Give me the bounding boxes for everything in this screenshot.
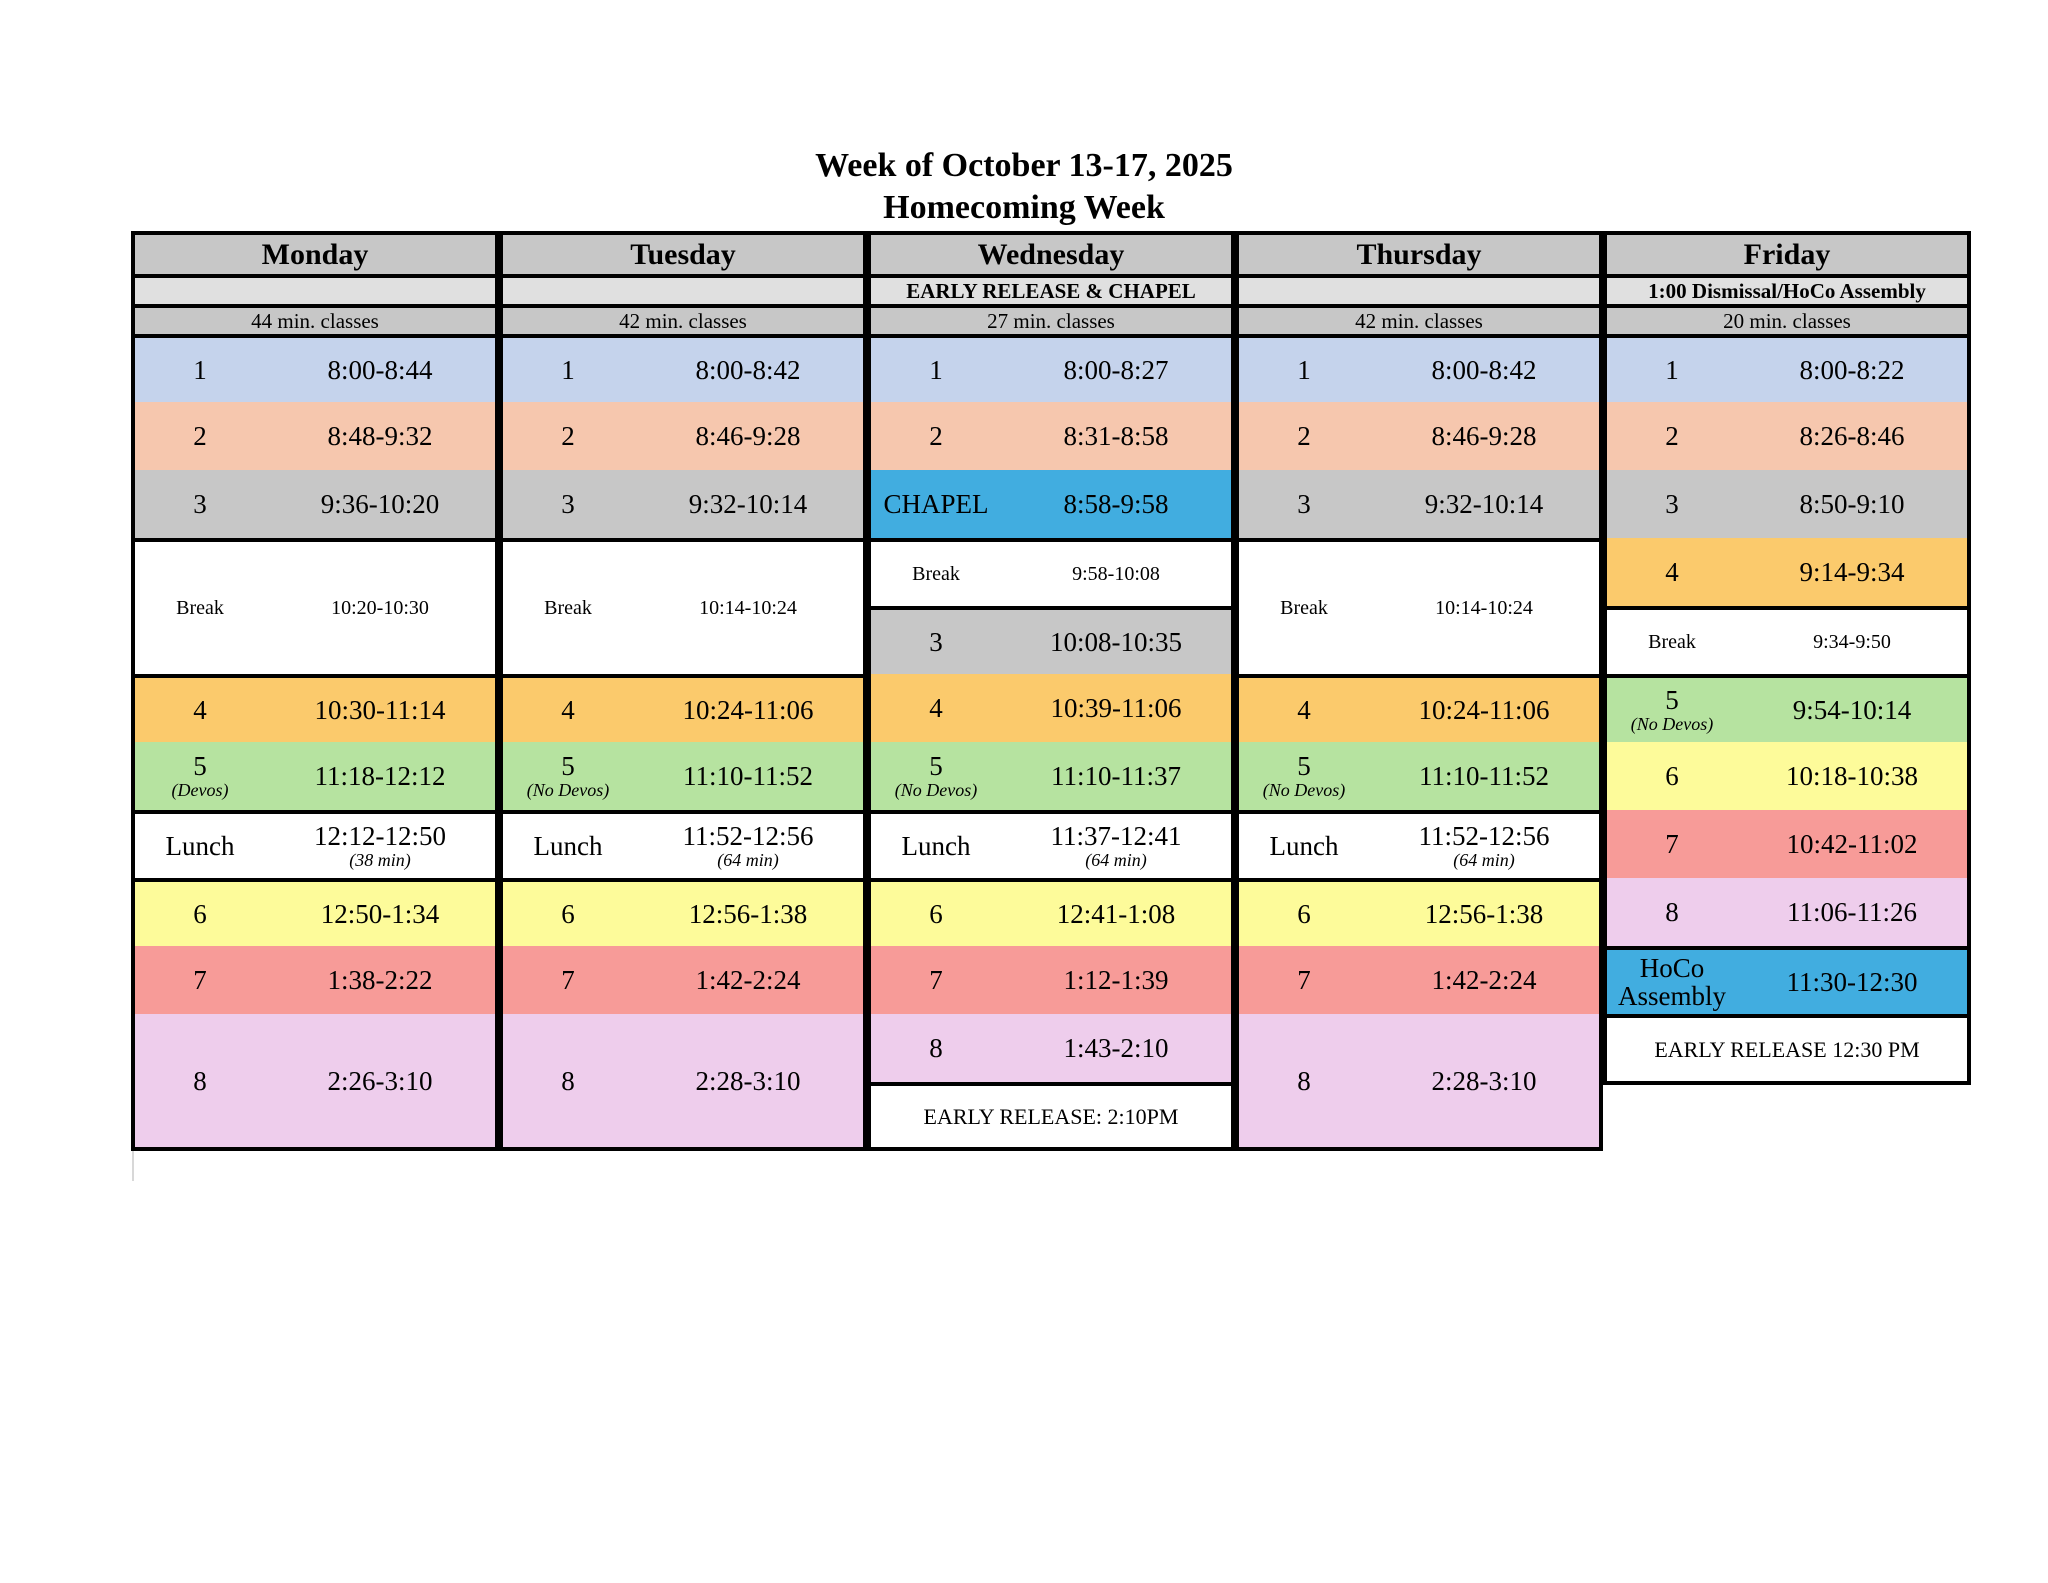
devos-note: (Devos) <box>171 780 229 800</box>
period-label: 8 <box>1665 897 1679 927</box>
period-time: 8:00-8:27 <box>1063 355 1169 385</box>
period-time: 2:26-3:10 <box>327 1065 433 1096</box>
day-note <box>1239 278 1599 308</box>
break-row <box>1239 538 1599 674</box>
period-time: 8:31-8:58 <box>1063 421 1169 451</box>
period-row <box>871 1014 1231 1082</box>
period-label: 2 <box>561 421 575 451</box>
period-time: 1:38-2:22 <box>327 965 433 995</box>
period-time: 10:24-11:06 <box>1418 695 1550 725</box>
period-row <box>135 1014 495 1147</box>
period-row <box>503 338 863 402</box>
lunch-duration: (64 min) <box>1085 850 1147 870</box>
period-row <box>503 470 863 538</box>
day-note: EARLY RELEASE & CHAPEL <box>871 278 1231 308</box>
period-label: 1 <box>193 355 207 385</box>
period-label: 8 <box>561 1065 575 1096</box>
lunch-row <box>503 810 863 878</box>
period-label: 1 <box>1665 355 1679 385</box>
period-row <box>1239 878 1599 946</box>
period-label: Break <box>1280 597 1328 619</box>
period-row <box>871 606 1231 674</box>
chapel-row <box>871 470 1231 538</box>
period-row <box>1607 402 1967 470</box>
break-row <box>1607 606 1967 674</box>
period-label: 4 <box>193 695 207 725</box>
period-time: 12:56-1:38 <box>688 899 808 929</box>
period-label: 7 <box>929 965 943 995</box>
period-number: 5 <box>193 751 207 781</box>
period-time: 8:50-9:10 <box>1799 489 1905 519</box>
period-time: 1:42-2:24 <box>1431 965 1537 995</box>
period-row <box>1239 470 1599 538</box>
period-time: 8:46-9:28 <box>695 421 801 451</box>
period-time: 9:36-10:20 <box>320 489 440 519</box>
period-label: Lunch <box>165 831 235 861</box>
period-row <box>1607 338 1967 402</box>
period-row <box>1607 538 1967 606</box>
period-row <box>871 742 1231 810</box>
period-row <box>871 402 1231 470</box>
period-label: 6 <box>1665 761 1679 791</box>
period-row <box>1239 742 1599 810</box>
period-label: 4 <box>561 695 575 725</box>
period-label <box>1239 742 1369 810</box>
period-label: Lunch <box>901 831 971 861</box>
period-label: 3 <box>1297 489 1311 519</box>
period-time: 11:18-12:12 <box>314 761 446 791</box>
period-time: 10:14-10:24 <box>699 597 797 619</box>
class-length: 20 min. classes <box>1607 308 1967 338</box>
day-header: Monday <box>135 235 495 278</box>
period-time: 9:58-10:08 <box>1072 563 1160 585</box>
period-time: 1:12-1:39 <box>1063 965 1169 995</box>
lunch-time: 11:52-12:56 <box>1418 821 1550 851</box>
lunch-duration: (38 min) <box>349 850 411 870</box>
period-label: Break <box>544 597 592 619</box>
period-time: 8:26-8:46 <box>1799 421 1905 451</box>
period-time <box>1001 814 1231 878</box>
period-time: 8:46-9:28 <box>1431 421 1537 451</box>
period-label: 4 <box>1297 695 1311 725</box>
early-release-row <box>871 1082 1231 1147</box>
period-label: 3 <box>1665 489 1679 519</box>
day-note <box>135 278 495 308</box>
period-time: 9:32-10:14 <box>1424 489 1544 519</box>
period-label: Break <box>176 597 224 619</box>
period-label: 6 <box>1297 899 1311 929</box>
period-label: 7 <box>561 965 575 995</box>
day-header: Tuesday <box>503 235 863 278</box>
period-time: 2:28-3:10 <box>1431 1065 1537 1096</box>
period-label: 6 <box>561 899 575 929</box>
period-number: 5 <box>1297 751 1311 781</box>
lunch-duration: (64 min) <box>717 850 779 870</box>
period-row <box>1239 674 1599 742</box>
period-label <box>503 742 633 810</box>
break-row <box>871 538 1231 606</box>
period-row <box>135 674 495 742</box>
day-column-thursday <box>1235 231 1603 1151</box>
period-label: 2 <box>193 421 207 451</box>
period-time: 8:48-9:32 <box>327 421 433 451</box>
period-label <box>1607 678 1737 742</box>
period-row <box>1607 878 1967 946</box>
period-time: 10:42-11:02 <box>1786 829 1918 859</box>
period-time: 12:41-1:08 <box>1056 899 1176 929</box>
period-time: 10:20-10:30 <box>331 597 429 619</box>
day-note: 1:00 Dismissal/HoCo Assembly <box>1607 278 1967 308</box>
period-time: 10:39-11:06 <box>1050 693 1182 723</box>
period-label: 8 <box>929 1033 943 1063</box>
period-label: Break <box>1648 631 1696 653</box>
devos-note: (No Devos) <box>526 780 610 800</box>
day-column-tuesday <box>499 231 867 1151</box>
period-time: 9:32-10:14 <box>688 489 808 519</box>
period-row <box>1239 946 1599 1014</box>
period-label: 4 <box>1665 557 1679 587</box>
period-label: 1 <box>929 355 943 385</box>
period-time: 10:24-11:06 <box>682 695 814 725</box>
period-label <box>1607 950 1737 1014</box>
period-time: 8:58-9:58 <box>1063 489 1169 519</box>
period-label <box>871 742 1001 810</box>
period-label: 1 <box>1297 355 1311 385</box>
lunch-time: 11:52-12:56 <box>682 821 814 851</box>
period-row <box>135 742 495 810</box>
period-row <box>503 1014 863 1147</box>
class-length: 27 min. classes <box>871 308 1231 338</box>
period-row <box>135 878 495 946</box>
day-column-wednesday <box>867 231 1235 1151</box>
period-label: 7 <box>1297 965 1311 995</box>
class-length: 42 min. classes <box>503 308 863 338</box>
period-row <box>135 470 495 538</box>
day-header: Thursday <box>1239 235 1599 278</box>
lunch-time: 12:12-12:50 <box>314 821 446 851</box>
period-row <box>135 338 495 402</box>
assembly-label-line1: HoCo <box>1639 953 1705 983</box>
lunch-row <box>135 810 495 878</box>
break-row <box>503 538 863 674</box>
devos-note: (No Devos) <box>1630 714 1714 734</box>
period-row <box>1607 470 1967 538</box>
period-time: 8:00-8:42 <box>1431 355 1537 385</box>
period-row <box>871 674 1231 742</box>
period-number: 5 <box>561 751 575 781</box>
period-row <box>1607 810 1967 878</box>
period-label: 6 <box>929 899 943 929</box>
period-number: 5 <box>929 751 943 781</box>
period-label: Break <box>912 563 960 585</box>
period-time: 10:08-10:35 <box>1050 627 1182 657</box>
period-row <box>871 338 1231 402</box>
period-label: 7 <box>1665 829 1679 859</box>
period-label: Lunch <box>1269 831 1339 861</box>
page-edge-mark <box>132 1151 134 1181</box>
period-row <box>135 946 495 1014</box>
period-time <box>633 814 863 878</box>
class-length: 42 min. classes <box>1239 308 1599 338</box>
period-label: 6 <box>193 899 207 929</box>
period-time: 11:10-11:52 <box>1419 761 1549 791</box>
period-label: CHAPEL <box>883 489 989 519</box>
period-label: Lunch <box>533 831 603 861</box>
period-time: 9:54-10:14 <box>1792 695 1912 725</box>
period-label <box>135 742 265 810</box>
period-row <box>503 946 863 1014</box>
day-header: Friday <box>1607 235 1967 278</box>
period-label: 1 <box>561 355 575 385</box>
period-label: 2 <box>929 421 943 451</box>
period-row <box>1239 402 1599 470</box>
page-subtitle: Homecoming Week <box>883 189 1165 226</box>
period-time: 12:56-1:38 <box>1424 899 1544 929</box>
day-note <box>503 278 863 308</box>
lunch-row <box>871 810 1231 878</box>
day-header: Wednesday <box>871 235 1231 278</box>
assembly-label-line2: Assembly <box>1618 981 1726 1011</box>
period-time: 9:34-9:50 <box>1813 631 1891 653</box>
early-release-text: EARLY RELEASE 12:30 PM <box>1654 1036 1920 1062</box>
period-time: 8:00-8:44 <box>327 355 433 385</box>
period-label: 3 <box>929 627 943 657</box>
class-length: 44 min. classes <box>135 308 495 338</box>
period-time: 11:30-12:30 <box>1786 967 1918 997</box>
period-label: 7 <box>193 965 207 995</box>
period-time: 1:43-2:10 <box>1063 1033 1169 1063</box>
devos-note: (No Devos) <box>1262 780 1346 800</box>
period-time: 8:00-8:22 <box>1799 355 1905 385</box>
early-release-row <box>1607 1014 1967 1081</box>
period-row <box>503 742 863 810</box>
period-label: 4 <box>929 693 943 723</box>
early-release-text: EARLY RELEASE: 2:10PM <box>923 1103 1179 1129</box>
period-row <box>1607 742 1967 810</box>
period-row <box>503 878 863 946</box>
period-label: 3 <box>561 489 575 519</box>
lunch-time: 11:37-12:41 <box>1050 821 1182 851</box>
period-row <box>503 402 863 470</box>
period-time <box>265 814 495 878</box>
period-time <box>1369 814 1599 878</box>
period-row <box>1239 1014 1599 1147</box>
period-label: 8 <box>1297 1065 1311 1096</box>
period-time: 10:14-10:24 <box>1435 597 1533 619</box>
period-time: 11:10-11:52 <box>683 761 813 791</box>
break-row <box>135 538 495 674</box>
period-row <box>503 674 863 742</box>
period-label: 8 <box>193 1065 207 1096</box>
period-row <box>135 402 495 470</box>
day-column-monday <box>131 231 499 1151</box>
lunch-duration: (64 min) <box>1453 850 1515 870</box>
period-time: 1:42-2:24 <box>695 965 801 995</box>
period-time: 2:28-3:10 <box>695 1065 801 1096</box>
period-time: 8:00-8:42 <box>695 355 801 385</box>
period-label: 2 <box>1665 421 1679 451</box>
day-column-friday <box>1603 231 1971 1085</box>
period-time: 12:50-1:34 <box>320 899 440 929</box>
page-title: Week of October 13-17, 2025 <box>815 147 1233 184</box>
period-label: 2 <box>1297 421 1311 451</box>
period-time: 9:14-9:34 <box>1799 557 1905 587</box>
lunch-row <box>1239 810 1599 878</box>
period-number: 5 <box>1665 685 1679 715</box>
period-time: 10:18-10:38 <box>1786 761 1918 791</box>
period-time: 11:06-11:26 <box>1787 897 1917 927</box>
period-row <box>871 946 1231 1014</box>
period-row <box>871 878 1231 946</box>
period-label: 3 <box>193 489 207 519</box>
period-time: 10:30-11:14 <box>314 695 446 725</box>
period-row <box>1607 674 1967 742</box>
devos-note: (No Devos) <box>894 780 978 800</box>
period-time: 11:10-11:37 <box>1051 761 1181 791</box>
assembly-row <box>1607 946 1967 1014</box>
period-row <box>1239 338 1599 402</box>
